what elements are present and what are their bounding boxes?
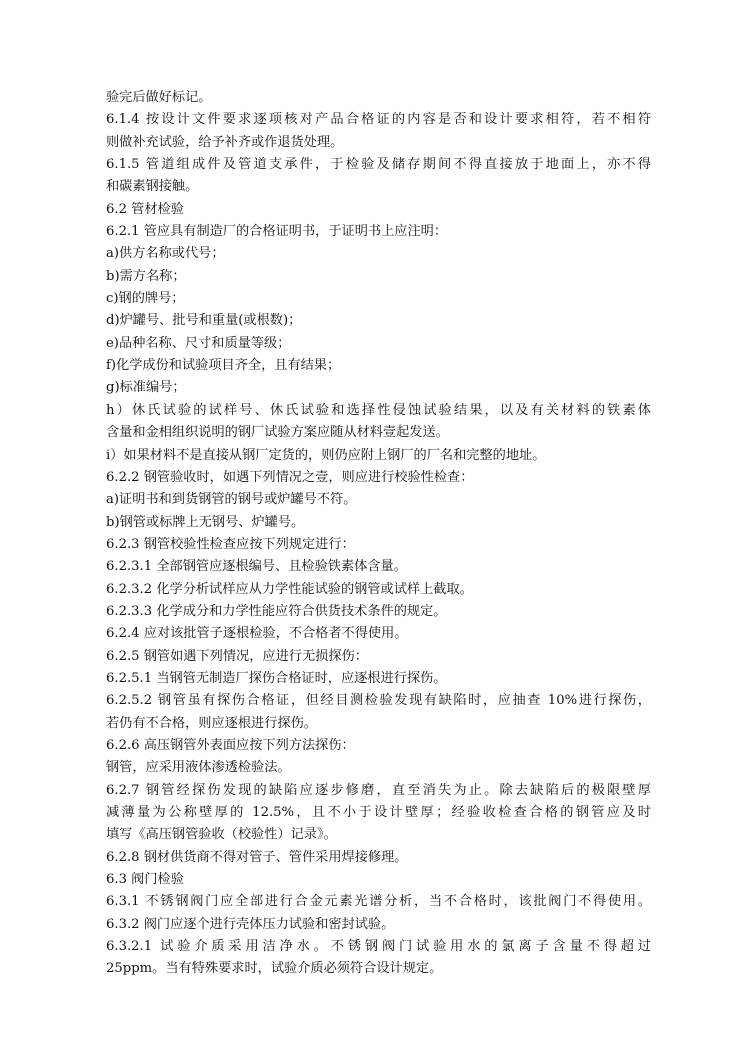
list-item: f)化学成份和试验项目齐全，且有结果； bbox=[106, 358, 341, 374]
text-line: 6.2.2 钢管验收时，如遇下列情况之壹，则应进行校验性检查： bbox=[106, 469, 474, 485]
section-heading: 6.2 管材检验 bbox=[106, 201, 184, 217]
text-line: 6.2.8 钢材供货商不得对管子、管件采用焊接修理。 bbox=[106, 849, 408, 865]
text-line: 6.2.4 应对该批管子逐根检验，不合格者不得使用。 bbox=[106, 626, 408, 642]
list-item: b)需方名称； bbox=[106, 268, 186, 284]
text-line: 6.2.3.2 化学分析试样应从力学性能试验的钢管或试样上截取。 bbox=[106, 581, 473, 597]
text-line: 6.2.6 高压钢管外表面应按下列方法探伤： bbox=[106, 737, 355, 753]
text-line: 6.2.5.1 当钢管无制造厂探伤合格证时，应逐根进行探伤。 bbox=[106, 670, 447, 686]
text-line: 6.2.5.2 钢管虽有探伤合格证，但经目测检验发现有缺陷时，应抽查 10%进行探伤， bbox=[106, 693, 651, 709]
text-line: 则做补充试验，给予补齐或作退货处理。 bbox=[106, 134, 344, 150]
text-line: 钢管，应采用液体渗透检验法。 bbox=[106, 760, 291, 776]
text-line: 减薄量为公称壁厚的 12.5%，且不小于设计壁厚；经验收检查合格的钢管应及时 bbox=[106, 805, 651, 820]
text-line: 6.2.1 管应具有制造厂的合格证明书，于证明书上应注明： bbox=[106, 224, 448, 240]
list-item: b)钢管或标牌上无钢号、炉罐号。 bbox=[106, 514, 305, 530]
text-line: 验完后做好标记。 bbox=[106, 90, 212, 105]
text-line: 6.3.2 阀门应逐个进行壳体压力试验和密封试验。 bbox=[106, 916, 395, 932]
list-item: i）如果材料不是直接从钢厂定货的，则仍应附上钢厂的厂名和完整的地址。 bbox=[106, 447, 546, 463]
text-line: 6.3.2.1 试验介质采用洁净水。不锈钢阀门试验用水的氯离子含量不得超过 bbox=[106, 939, 651, 955]
text-line: 若仍有不合格，则应逐根进行探伤。 bbox=[106, 715, 317, 731]
list-item: a)供方名称或代号； bbox=[106, 246, 225, 262]
list-item: d)炉罐号、批号和重量(或根数)； bbox=[106, 313, 302, 329]
section-heading: 6.3 阀门检验 bbox=[106, 872, 184, 888]
text-line: 和碳素钢接触。 bbox=[106, 179, 199, 195]
list-item: e)品种名称、尺寸和质量等级； bbox=[106, 335, 291, 351]
text-line: 填写《高压钢管验收（校验性）记录》。 bbox=[106, 827, 337, 843]
text-line: 6.2.3.1 全部钢管应逐根编号、且检验铁素体含量。 bbox=[106, 559, 407, 575]
text-line: 6.2.3.3 化学成分和力学性能应符合供货技术条件的规定。 bbox=[106, 603, 447, 619]
list-item: g)标准编号； bbox=[106, 380, 186, 396]
text-line: 6.3.1 不锈钢阀门应全部进行合金元素光谱分析，当不合格时，该批阀门不得使用。 bbox=[106, 894, 651, 910]
document-body bbox=[106, 87, 651, 981]
list-item: h）休氏试验的试样号、休氏试验和选择性侵蚀试验结果，以及有关材料的铁素体 bbox=[106, 402, 651, 418]
text-line: 25ppm。当有特殊要求时，试验介质必须符合设计规定。 bbox=[106, 961, 443, 977]
text-line: 6.2.7 钢管经探伤发现的缺陷应逐步修磨，直至消失为止。除去缺陷后的极限壁厚 bbox=[106, 782, 651, 798]
text-line: 6.1.4 按设计文件要求逐项核对产品合格证的内容是否和设计要求相符，若不相符 bbox=[106, 112, 651, 128]
text-line: 6.1.5 管道组成件及管道支承件，于检验及储存期间不得直接放于地面上，亦不得 bbox=[106, 157, 651, 173]
text-line: 含量和金相组织说明的钢厂试验方案应随从材料壹起发送。 bbox=[106, 425, 449, 441]
list-item: a)证明书和到货钢管的钢号或炉罐号不符。 bbox=[106, 492, 357, 508]
text-line: 6.2.3 钢管校验性检查应按下列规定进行： bbox=[106, 536, 355, 552]
list-item: c)钢的牌号； bbox=[106, 291, 185, 307]
text-line: 6.2.5 钢管如遇下列情况，应进行无损探伤： bbox=[106, 648, 368, 664]
